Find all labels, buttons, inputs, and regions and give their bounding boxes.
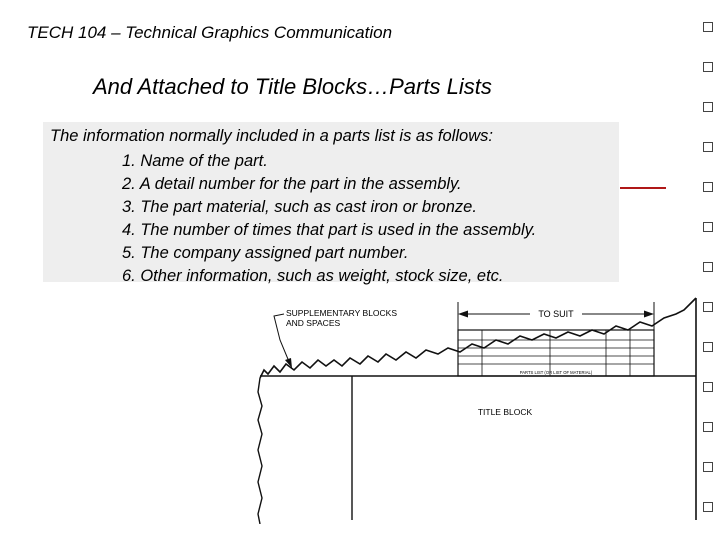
drawing-left-edge xyxy=(258,378,262,524)
slide-nav-square xyxy=(703,142,713,152)
list-item: 4. The number of times that part is used in the assembly. xyxy=(122,221,537,239)
list-item: 3. The part material, such as cast iron or bronze. xyxy=(122,198,477,216)
course-header: TECH 104 – Technical Graphics Communication xyxy=(27,23,393,42)
slide-nav-square xyxy=(703,182,713,192)
slide-nav-square xyxy=(703,382,713,392)
slide-nav-square xyxy=(703,62,713,72)
title-block-drawing xyxy=(250,294,700,524)
slide-title: And Attached to Title Blocks…Parts Lists xyxy=(93,74,492,99)
parts-list-caption: PARTS LIST (OR LIST OF MATERIAL) xyxy=(519,370,593,375)
parts-list-intro: The information normally included in a parts list is as follows: xyxy=(50,127,493,145)
list-item: 1. Name of the part. xyxy=(122,152,268,170)
slide-nav-square xyxy=(703,422,713,432)
title-block-label: TITLE BLOCK xyxy=(477,407,533,417)
list-item: 2. A detail number for the part in the assembly. xyxy=(122,175,462,193)
slide-nav-square xyxy=(703,22,713,32)
slide-nav-square xyxy=(703,342,713,352)
slide-nav-square xyxy=(703,462,713,472)
supplementary-label-line2: AND SPACES xyxy=(286,318,341,328)
to-suit-arrow-right xyxy=(644,311,654,318)
list-item: 5. The company assigned part number. xyxy=(122,244,409,262)
slide-nav-square xyxy=(703,222,713,232)
to-suit-arrow-left xyxy=(458,311,468,318)
to-suit-label: TO SUIT xyxy=(538,309,574,319)
list-item: 6. Other information, such as weight, stock size, etc. xyxy=(122,267,504,285)
supplementary-label-line1: SUPPLEMENTARY BLOCKS xyxy=(286,308,398,318)
slide-nav-square xyxy=(703,502,713,512)
parts-list-items xyxy=(122,150,536,288)
slide-nav-square xyxy=(703,262,713,272)
red-underline-decoration xyxy=(620,187,666,189)
slide-nav-square xyxy=(703,302,713,312)
slide-nav-square xyxy=(703,102,713,112)
